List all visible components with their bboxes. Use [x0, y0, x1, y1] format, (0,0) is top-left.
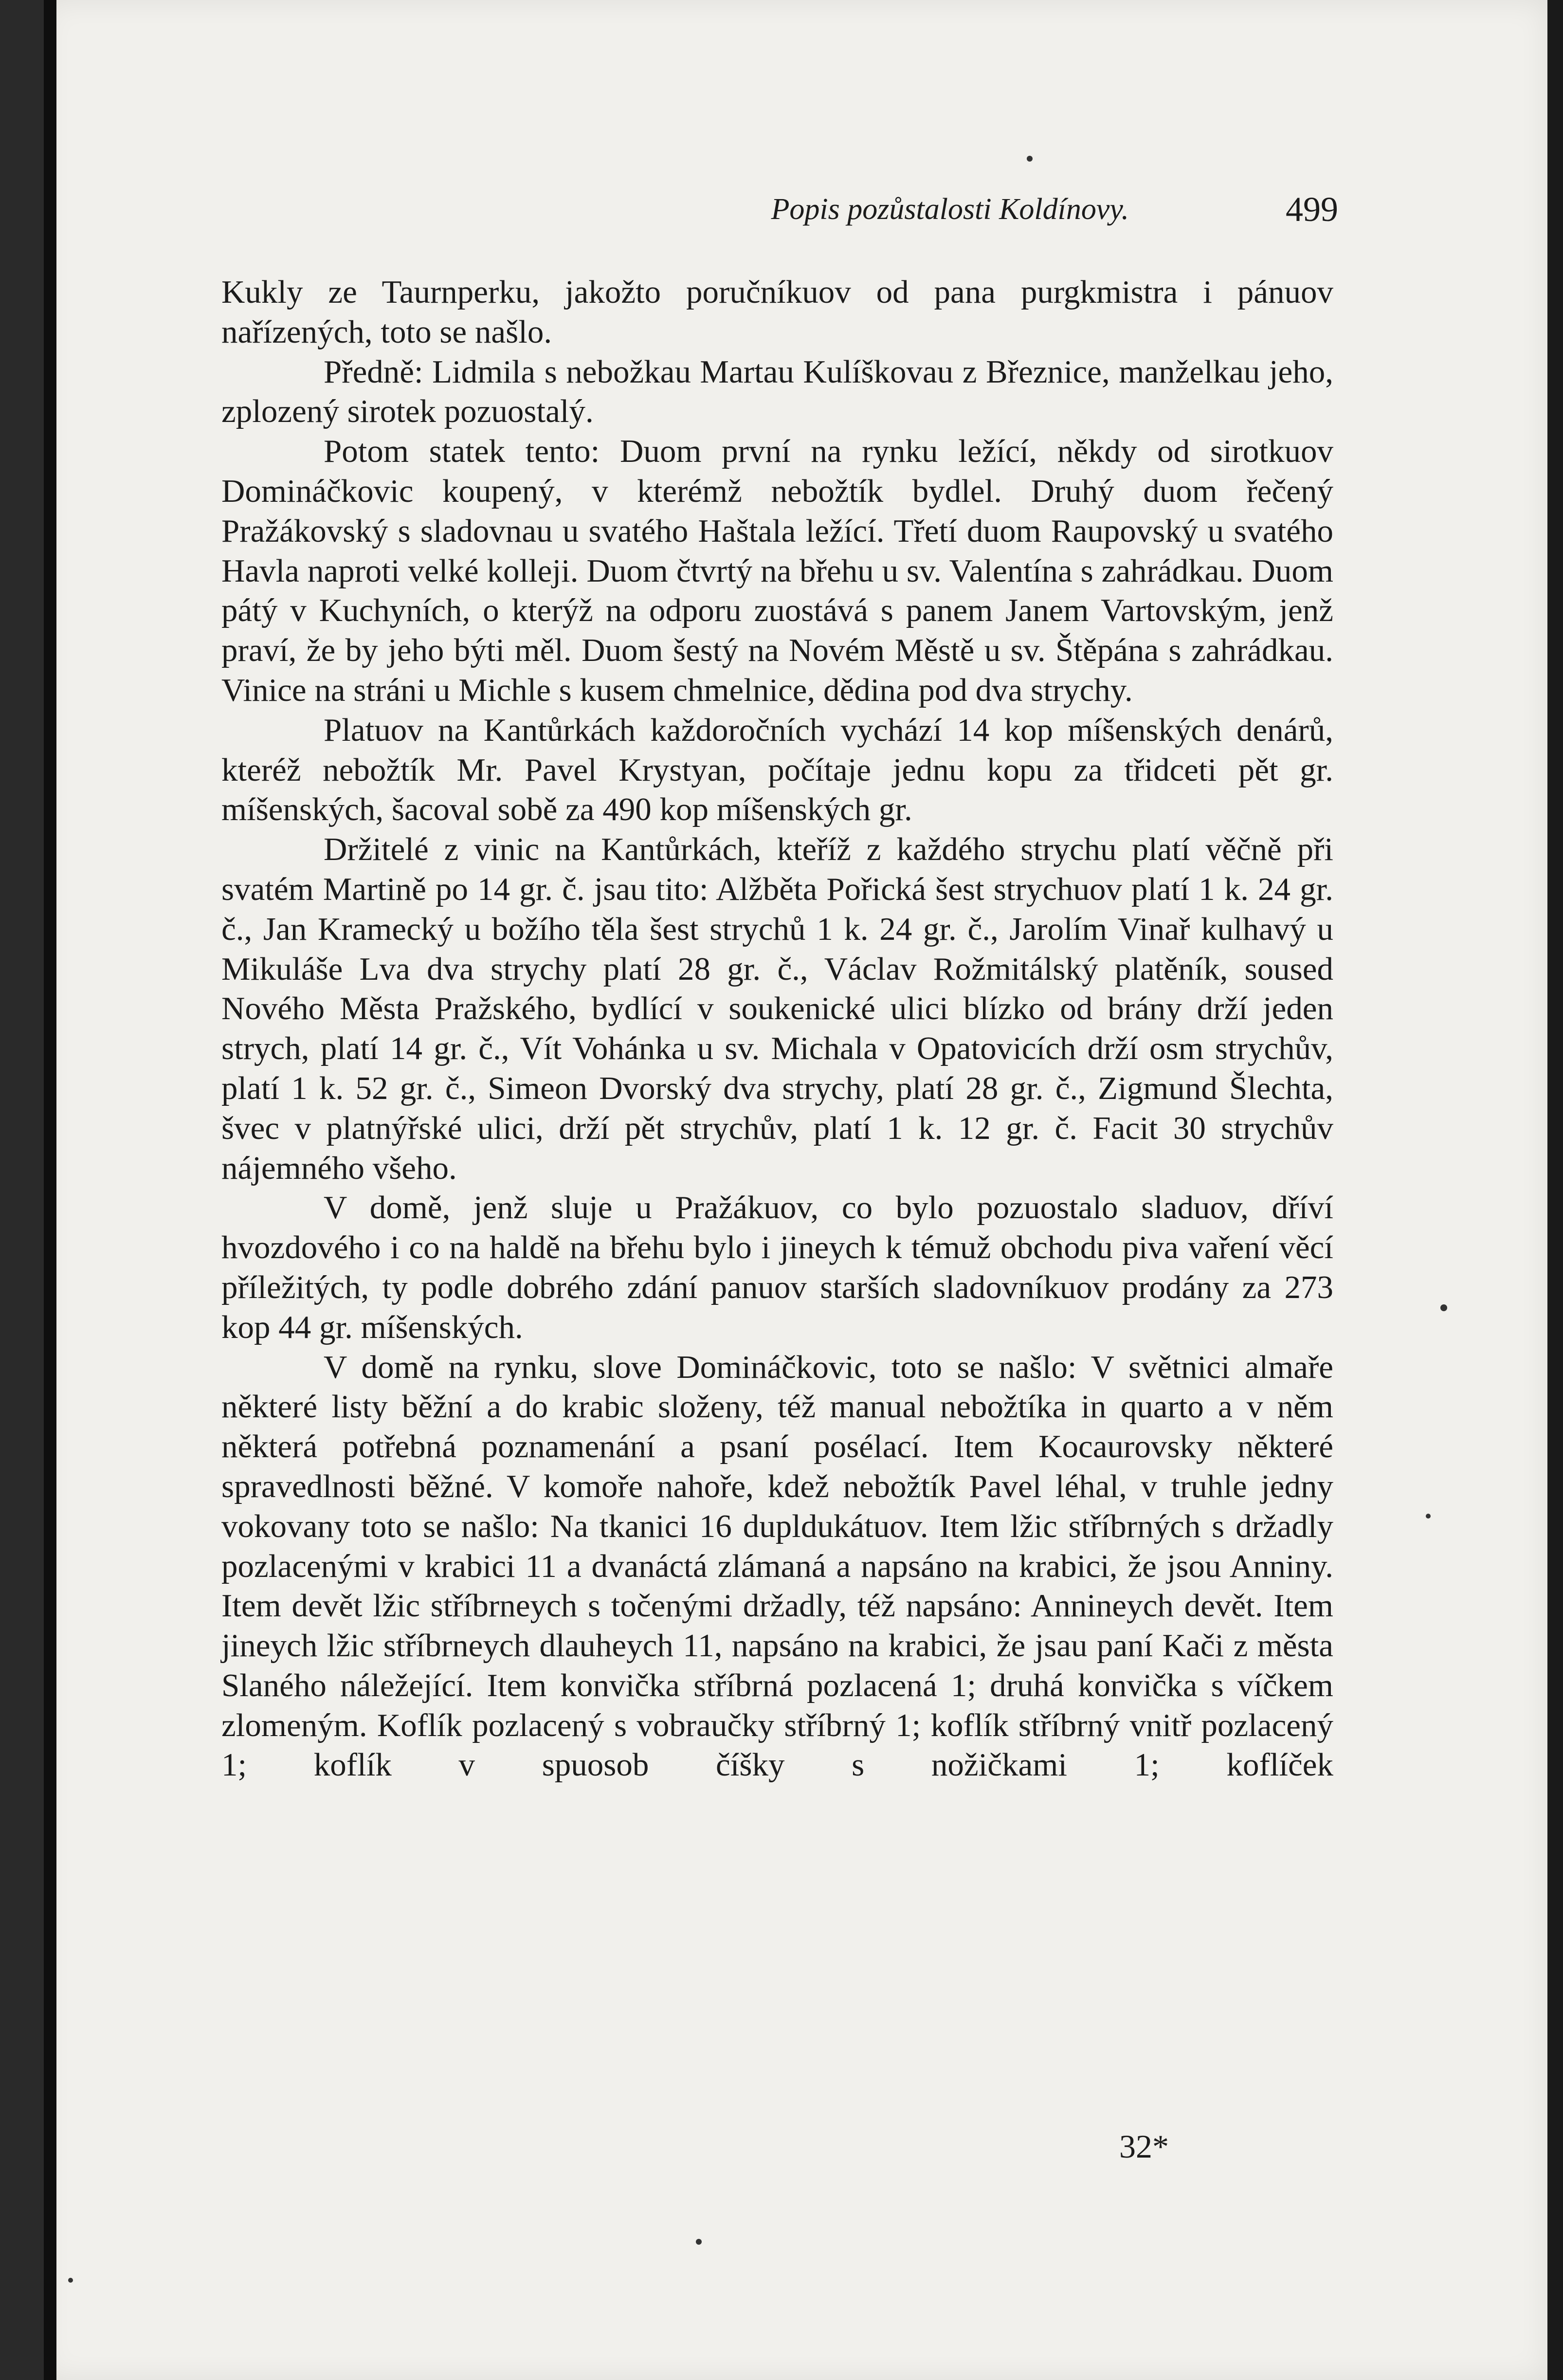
paragraph-5: Držitelé z vinic na Kantůrkách, kteříž z každého strychu platí věčně při svatém Martině po 14 gr. č. jsau tito: Alžběta Pořická šest strychuov platí 1 k. 24 gr. č., Jan Kramecký u božího těla šest strychů 1 k. 24 gr. č., Jarolím Vinař kulhavý u Mikuláše Lva dva strychy platí 28 gr. č., Václav Rožmitálský platěník, soused Nového Města Pražského, bydlící v soukenické ulici blízko od brány drží jeden strych, platí 14 gr. č., Vít Vohánka u sv. Michala v Opatovicích drží osm strychův, platí 1 k. 52 gr. č., Simeon Dvorský dva strychy, platí 28 gr. č., Zigmund Šlechta, švec v platnýřské ulici, drží pět strychův, platí 1 k. 12 gr. č. Facit 30 strychův nájemného všeho. [221, 831, 1333, 1186]
paper-speck [696, 2239, 702, 2245]
page-gutter-edge [44, 0, 56, 2380]
signature-mark: 32* [1119, 2128, 1169, 2165]
paper-speck [1027, 156, 1033, 162]
paper-speck [1440, 1304, 1447, 1311]
paragraph-6: V domě, jenž sluje u Pražákuov, co bylo pozuostalo sladuov, dříví hvozdového i co na haldě na břehu bylo i jineych k témuž obchodu piva vaření věcí příležitých, ty podle dobrého zdání panuov starších sladovníkuov prodány za 273 kop 44 gr. míšenských. [221, 1190, 1333, 1345]
body-text [221, 273, 1333, 1785]
paper-speck [68, 2278, 73, 2283]
paragraph-1: Kukly ze Taurnperku, jakožto poručníkuov od pana purgkmistra i pánuov nařízených, toto se našlo. [221, 274, 1333, 350]
page-header [195, 185, 1338, 238]
paper-speck [1426, 1514, 1431, 1519]
running-title: Popis pozůstalosti Koldínovy. [771, 193, 1129, 226]
paragraph-7: V domě na rynku, slove Domináčkovic, toto se našlo: V světnici almaře některé listy běžní a do krabic složeny, též manual nebožtíka in quarto a v něm některá potřebná poznamenání a psaní posélací. Item Kocaurovsky některé spravedlnosti běžné. V komoře nahoře, kdež nebožtík Pavel léhal, v truhle jedny vokovany toto se našlo: Na tkanici 16 dupldukátuov. Item lžic stříbrných s držadly pozlacenými v krabici 11 a dvanáctá zlámaná a napsáno na krabici, že jsou Anniny. Item devět lžic stříbrneych s točenými držadly, též napsáno: Annineych devět. Item jineych lžic stříbrneych dlauheych 11, napsáno na krabici, že jsau paní Kači z města Slaného náležející. Item konvička stříbrná pozlacená 1; druhá konvička s víčkem zlomeným. Koflík pozlacený s vobraučky stříbrný 1; koflík stříbrný vnitř pozlacený 1; koflík v spuosob číšky s nožičkami 1; koflíček [221, 1349, 1333, 1783]
paragraph-2: Předně: Lidmila s nebožkau Martau Kulíškovau z Březnice, manželkau jeho, zplozený sirotek pozuostalý. [221, 353, 1333, 430]
page-number: 499 [1286, 190, 1338, 229]
book-spine-shadow [0, 0, 44, 2380]
paragraph-4: Platuov na Kantůrkách každoročních vychází 14 kop míšenských denárů, kteréž nebožtík Mr. Pavel Krystyan, počítaje jednu kopu za třidceti pět gr. míšenských, šacoval sobě za 490 kop míšenských gr. [221, 712, 1333, 828]
paragraph-3: Potom statek tento: Duom první na rynku ležící, někdy od sirotkuov Domináčkovic koupený, v kterémž nebožtík bydlel. Druhý duom řečený Pražákovský s sladovnau u svatého Haštala ležící. Třetí duom Raupovský u svatého Havla naproti velké kolleji. Duom čtvrtý na břehu u sv. Valentína s zahrádkau. Duom pátý v Kuchyních, o kterýž na odporu zuostává s panem Janem Vartovským, jenž praví, že by jeho býti měl. Duom šestý na Novém Městě u sv. Štěpána s zahrádkau. Vinice na stráni u Michle s kusem chmelnice, dědina pod dva strychy. [221, 433, 1333, 708]
